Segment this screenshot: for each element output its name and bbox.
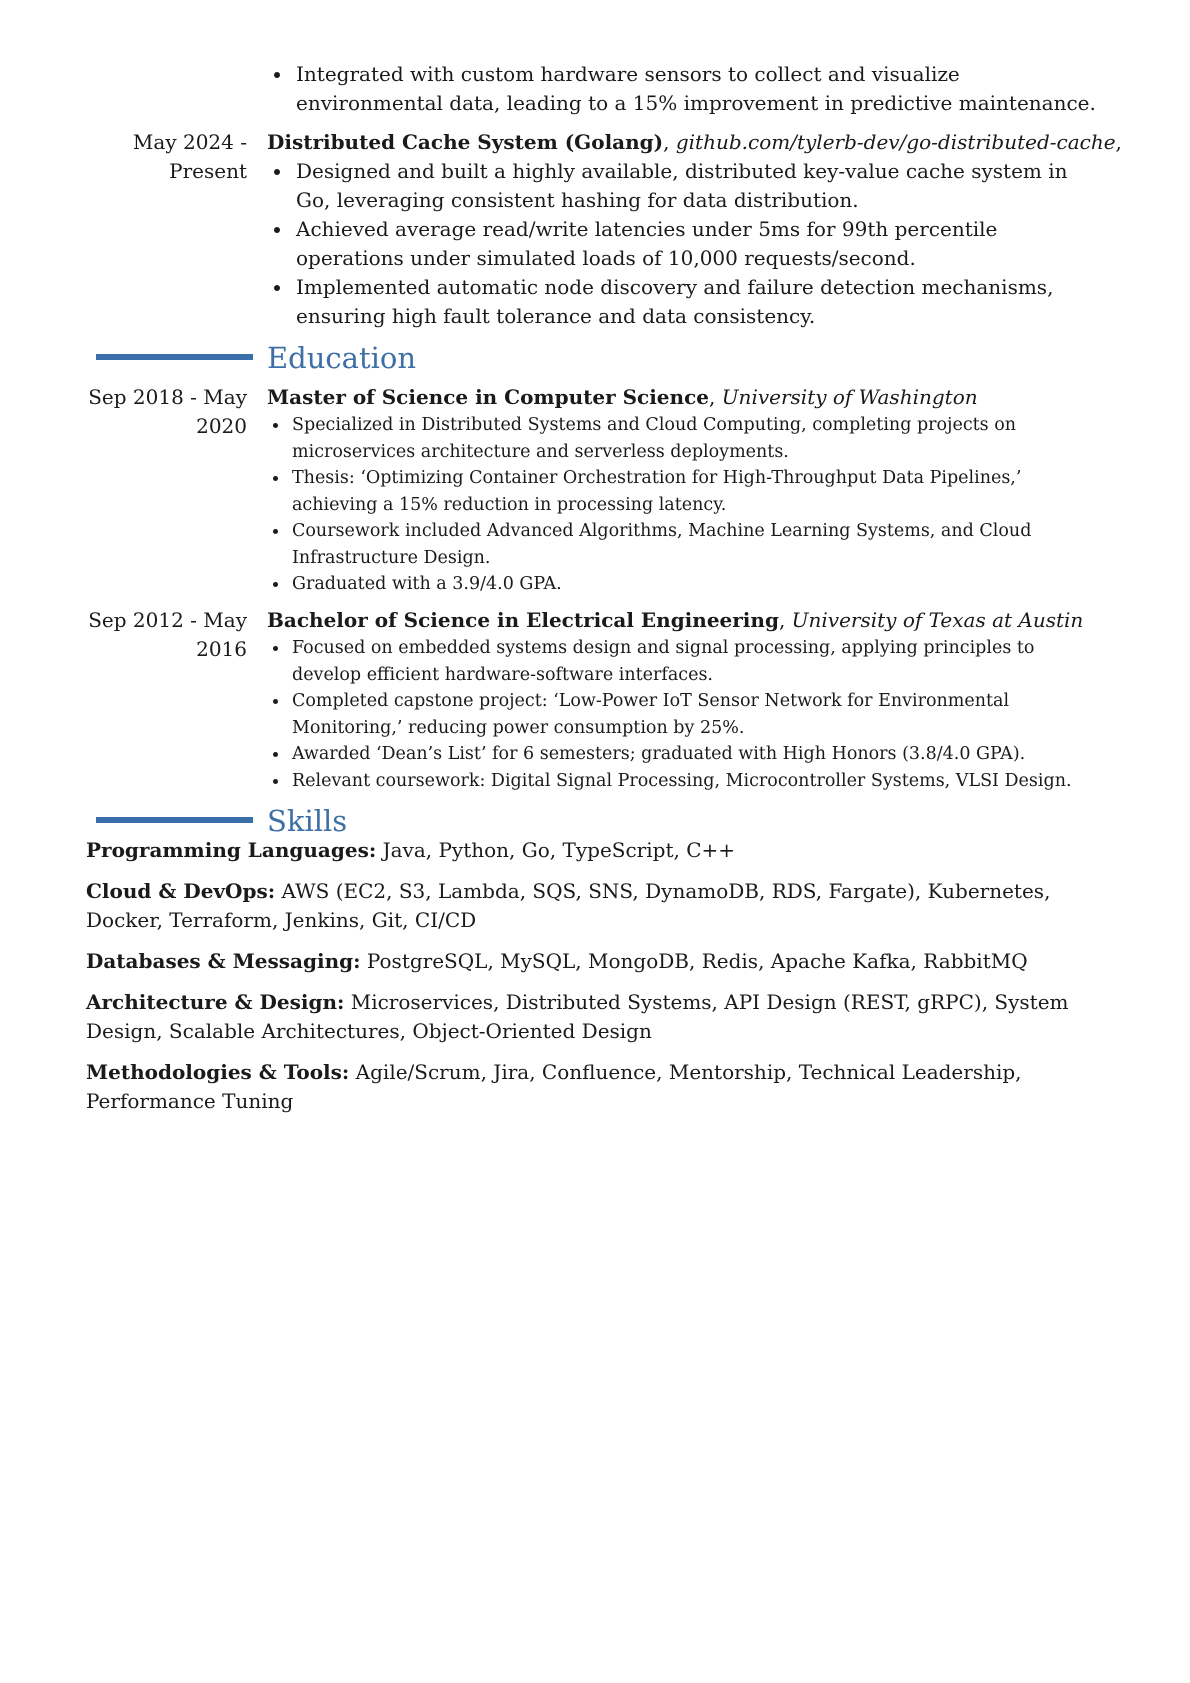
- entry-heading: [267, 383, 1102, 412]
- school: University of Texas at Austin: [791, 608, 1084, 632]
- entry-heading: [267, 606, 1102, 635]
- section-rule: [96, 354, 253, 360]
- skill-value: Java, Python, Go, TypeScript, C++: [376, 838, 736, 862]
- list-item: Awarded ‘Dean’s List’ for 6 semesters; graduated with High Honors (3.8/4.0 GPA).: [267, 741, 1102, 768]
- skill-label: Architecture & Design:: [86, 990, 345, 1014]
- section-title-skills: Skills: [267, 804, 348, 838]
- skill-label: Cloud & DevOps:: [86, 879, 276, 903]
- list-item: Designed and built a highly available, distributed key-value cache system in Go, leveraging consistent hashing for data distribution.: [267, 157, 1102, 215]
- date-line: Sep 2018 - May: [88, 385, 247, 409]
- list-item: Thesis: ‘Optimizing Container Orchestration for High-Throughput Data Pipelines,’ achieving a 15% reduction in processing latency.: [267, 465, 1102, 518]
- bullet-list: [267, 60, 1102, 118]
- separator: ,: [1115, 130, 1122, 154]
- skill-value: Microservices, Distributed Systems, API Design (REST, gRPC), System Design, Scalable Architectures, Object-Oriented Design: [86, 990, 1069, 1043]
- skill-value: PostgreSQL, MySQL, MongoDB, Redis, Apache Kafka, RabbitMQ: [360, 949, 1028, 973]
- list-item: Implemented automatic node discovery and failure detection mechanisms, ensuring high fault tolerance and data consistency.: [267, 273, 1102, 331]
- degree: Master of Science in Computer Science: [267, 385, 709, 409]
- list-item: Achieved average read/write latencies under 5ms for 99th percentile operations under simulated loads of 10,000 requests/second.: [267, 215, 1102, 273]
- date-line: Present: [169, 159, 247, 183]
- skill-row: [86, 877, 1102, 935]
- separator: ,: [778, 608, 792, 632]
- list-item: Integrated with custom hardware sensors to collect and visualize environmental data, leading to a 15% improvement in predictive maintenance.: [267, 60, 1102, 118]
- bullet-list: [267, 412, 1102, 598]
- date-line: 2016: [196, 637, 247, 661]
- bullet-list: [267, 157, 1102, 331]
- degree: Bachelor of Science in Electrical Engineering: [267, 608, 779, 632]
- list-item: Coursework included Advanced Algorithms, Machine Learning Systems, and Cloud Infrastructure Design.: [267, 518, 1102, 571]
- list-item: Specialized in Distributed Systems and Cloud Computing, completing projects on microservices architecture and serverless deployments.: [267, 412, 1102, 465]
- date-line: 2020: [196, 414, 247, 438]
- entry-date: [47, 383, 247, 441]
- list-item: Completed capstone project: ‘Low-Power IoT Sensor Network for Environmental Monitoring,’ reducing power consumption by 25%.: [267, 688, 1102, 741]
- list-item: Focused on embedded systems design and signal processing, applying principles to develop efficient hardware-software interfaces.: [267, 635, 1102, 688]
- section-title-education: Education: [267, 341, 417, 375]
- skill-label: Databases & Messaging:: [86, 949, 361, 973]
- separator: ,: [663, 130, 676, 154]
- project-link[interactable]: github.com/tylerb-dev/go-distributed-cache: [675, 130, 1116, 154]
- project-title: Distributed Cache System (Golang): [267, 130, 664, 154]
- skill-row: [86, 947, 1102, 976]
- skill-label: Programming Languages:: [86, 838, 377, 862]
- skill-value: Agile/Scrum, Jira, Confluence, Mentorship, Technical Leadership, Performance Tuning: [86, 1060, 1022, 1113]
- skill-row: [86, 1058, 1102, 1116]
- date-line: Sep 2012 - May: [88, 608, 247, 632]
- skill-row: [86, 836, 1102, 865]
- section-rule: [96, 817, 253, 823]
- list-item: Graduated with a 3.9/4.0 GPA.: [267, 571, 1102, 598]
- entry-heading: [267, 128, 1122, 157]
- bullet-list: [267, 635, 1102, 794]
- separator: ,: [708, 385, 722, 409]
- date-line: May 2024 -: [132, 130, 247, 154]
- school: University of Washington: [721, 385, 978, 409]
- entry-date: [47, 128, 247, 186]
- skill-value: AWS (EC2, S3, Lambda, SQS, SNS, DynamoDB, RDS, Fargate), Kubernetes, Docker, Terraform, Jenkins, Git, CI/CD: [86, 879, 1051, 932]
- skill-row: [86, 988, 1102, 1046]
- skill-label: Methodologies & Tools:: [86, 1060, 350, 1084]
- entry-date: [47, 606, 247, 664]
- list-item: Relevant coursework: Digital Signal Processing, Microcontroller Systems, VLSI Design.: [267, 768, 1102, 795]
